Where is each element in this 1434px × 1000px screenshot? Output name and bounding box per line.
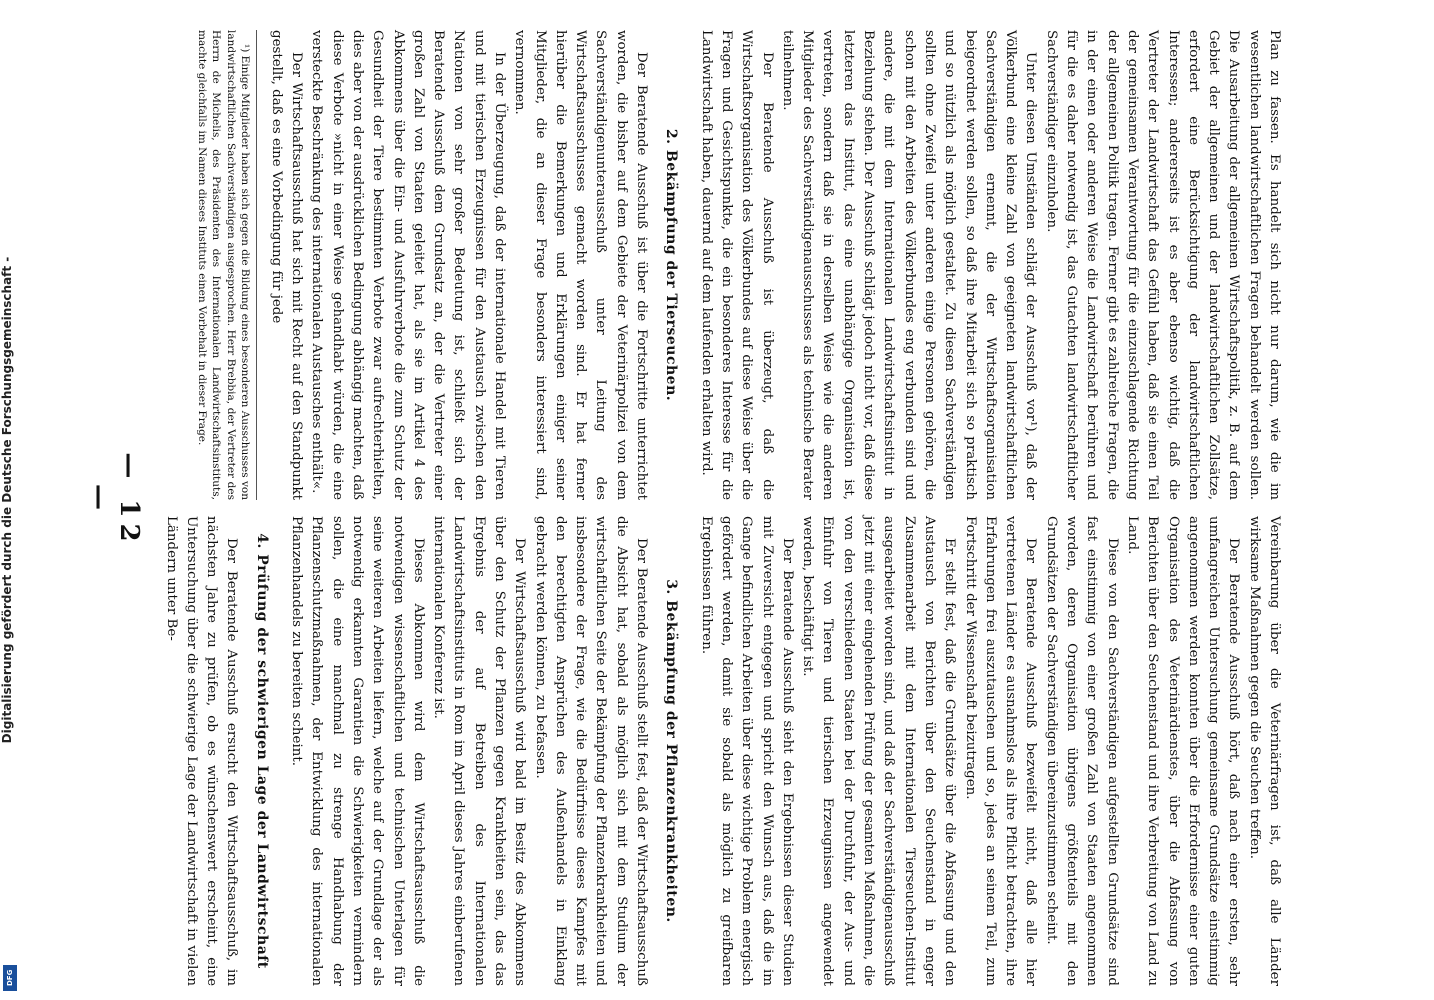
paragraph: Plan zu fassen. Es handelt sich nicht nur darum, wie die im wesentlichen landwirtschaftlichen Fragen behandelt werden sollen. Die Ausarbeitung der allgemeinen Wirtschaftspolitik, z. B. auf dem Gebiet der allgemeinen und der landwirtschaftlichen Zollsätze, erfordert eine Berücksichtigung der landwirtschaftlichen Interessen; andererseits ist es aber ebenso wichtig, daß die Vertreter der Landwirtschaft das Gefühl haben, daß sie einen Teil der gemeinsamen Verantwortung für die einzuschlagende Richtung der allgemeinen Politik tragen. Ferner gibt es zahlreiche Fragen, die in der einen oder anderen Weise die Landwirtschaft berühren und für die es daher notwendig ist, das Gutachten landwirtschaftlicher Sachverständiger einzuholen. (1043, 30, 1282, 500)
digitization-sidebar (0, 0, 20, 1000)
paragraph: Er stellt fest, daß die Grundsätze über die Abfassung und den Austausch von Berichten über den Seuchenstand in enger Zusammenarbeit mit dem Internationalen Tierseuchen-Institut ausgearbeitet worden sind, und daß der Sachverständigenausschuß jetzt mit einer eingehenden Prüfung der gesamten Maßnahmen, die von den verschiedenen Staaten bei der Durchfuhr, der Aus- und Einfuhr von Tieren und tierischen Erzeugnissen angewendet werden, beschäftigt ist. (800, 516, 958, 986)
paragraph: Unter diesen Umständen schlägt der Ausschuß vor¹), daß der Völkerbund eine kleine Zahl von geeigneten landwirtschaftlichen Sachverständigen ernennt, die der Wirtschaftsorganisation beigeordnet werden sollen, so daß ihre Mitarbeit sich so praktisch und so nützlich als möglich gestaltet. Zu diesen Sachverständigen sollten ohne Zweifel unter anderen einige Personen gehören, die schon mit den Arbeiten des Völkerbundes eng verbunden sind und andere, die mit dem Internationalen Landwirtschaftsinstitut in Beziehung stehen. Der Ausschuß schlägt jedoch nicht vor, daß diese letzteren das Institut, das eine unabhängige Organisation ist, vertreten, sondern daß sie in derselben Weise wie die anderen Mitglieder des Sachverständigenausschusses als technische Berater teilnehmen. (779, 30, 1039, 500)
page-number: — 12 — (84, 452, 144, 548)
paragraph: Dieses Abkommen wird dem Wirtschaftsausschuß die notwendigen wissenschaftlichen und technischen Unterlagen für seine weiteren Arbeiten liefern, welche auf der Grundlage der als notwendig erkannten Garantien die Schwierigkeiten vermindern sollen, die eine manchmal zu strenge Handhabung der Pflanzenschutzmaßnahmen, der Entwicklung des internationalen Pflanzenhandels zu bereiten scheint. (289, 516, 426, 986)
section-heading: 4. Prüfung der schwierigen Lage der Landwirtschaft (253, 533, 270, 969)
right-column (160, 516, 1284, 986)
dfg-logo-icon: DFG (3, 965, 17, 991)
paragraph: Vereinbarung über die Veterinärfragen ist, daß alle Länder wirksame Maßnahmen gegen die Seuchen treffen. (1246, 516, 1282, 986)
paragraph: Der Wirtschaftsausschuß hat sich mit Recht auf den Standpunkt gestellt, daß es eine Vorbedingung für jede (268, 30, 305, 500)
left-column (194, 30, 1284, 500)
paragraph: Der Beratende Ausschuß ist über die Fortschritte unterrichtet worden, die bisher auf dem Gebiete der Veterinärpolizei von dem Sachverständigenunterausschuß unter Leitung des Wirtschaftsausschusses gemacht worden sind. Er hat ferner hierüber die Bemerkungen und Erklärungen einiger seiner Mitglieder, die an dieser Frage besonders interessiert sind, vernommen. (512, 30, 650, 500)
paragraph: Diese von den Sachverständigen aufgestellten Grundsätze sind fast einstimmig von einer großen Zahl von Staaten angenommen worden, deren Organisation übrigens größtenteils mit den Grundsätzen der Sachverständigen übereinzustimmen scheint. (1043, 516, 1120, 986)
footnote: ¹) Einige Mitglieder haben sich gegen die Bildung eines besonderen Ausschusses von landwirtschaftlichen Sachverständigen ausgesprochen. Herr Brebbia, der Vertreter des Herrn de Michelis, des Präsidenten des Internationalen Landwirtschaftsinstituts, machte gleichfalls im Namen dieses Instituts einen Vorbehalt in dieser Frage. (194, 30, 257, 500)
paragraph: Der Wirtschaftsausschuß wird bald im Besitz des Abkommens über den Schutz der Pflanzen gegen Krankheiten sein, das das Ergebnis der auf Betreiben des Internationalen Landwirtschaftsinstituts in Rom im April dieses Jahres einberufenen internationalen Konferenz ist. (431, 516, 528, 986)
section-heading: 3. Bekämpfung der Pflanzenkrankheiten. (663, 579, 680, 923)
paragraph: Der Beratende Ausschuß ersucht den Wirtschaftsausschuß, im nächsten Jahre zu prüfen, ob es wünschenswert erscheint, eine Untersuchung über die schwierige Lage der Landwirtschaft in vielen Ländern unter Be- (163, 516, 240, 986)
paragraph: Der Beratende Ausschuß bezweifelt nicht, daß alle hier vertretenen Länder es ausnahmslos als ihre Pflicht betrachten, ihre Erfahrungen frei auszutauschen und so, jedes an seinem Teil, zum Fortschritt der Wissenschaft beizutragen. (962, 516, 1039, 986)
paragraph: Der Beratende Ausschuß hört, daß nach einer ersten, sehr umfangreichen Untersuchung gemeinsame Grundsätze einstimmig angenommen werden konnten über die Erfordernisse einer guten Organisation des Veterinärdienstes, über die Abfassung von Berichten über den Seuchenstand und ihre Verbreitung von Land zu Land. (1124, 516, 1242, 986)
paragraph: In der Überzeugung, daß der internationale Handel mit Tieren und mit tierischen Erzeugnissen für den Austausch zwischen den Nationen von sehr großer Bedeutung ist, schließt sich der Beratende Ausschuß dem Grundsatz an, der die Vertreter einer großen Zahl von Staaten geleitet hat, als sie im Artikel 4 des Abkommens über die Ein- und Ausfuhrverbote die zum Schutz der Gesundheit der Tiere bestimmten Verbote zwar aufrechterhielten, dies aber von der ausdrücklichen Bedingung abhängig machten, daß diese Verbote »nicht in einer Weise gehandhabt würden, die eine versteckte Beschränkung des internationalen Austausches enthält«. (309, 30, 508, 500)
section-heading: 2. Bekämpfung der Tierseuchen. (663, 128, 680, 402)
paragraph: Der Beratende Ausschuß ist überzeugt, daß die Wirtschaftsorganisation des Völkerbundes auf diese Weise über die Fragen und Gesichtspunkte, die ein besonderes Interesse für die Landwirtschaft haben, dauernd auf dem laufenden erhalten wird. (698, 30, 775, 500)
digitization-credit: Digitalisierung gefördert durch die Deutsche Forschungsgemeinschaft - (0, 256, 14, 744)
paragraph: Der Beratende Ausschuß stellt fest, daß der Wirtschaftsausschuß die Absicht hat, sobald als möglich sich mit dem Studium der wirtschaftlichen Seite der Bekämpfung der Pflanzenkrankheiten und insbesondere der Frage, wie die Bedürfnisse dieses Kampfes mit den berechtigten Ansprüchen des Außenhandels in Einklang gebracht werden können, zu befassen. (532, 516, 650, 986)
paragraph: Der Beratende Ausschuß sieht den Ergebnissen dieser Studien mit Zuversicht entgegen und spricht den Wunsch aus, daß die im Gange befindlichen Arbeiten über diese wichtige Problem energisch gefördert werden, damit sie sobald als möglich zu greifbaren Ergebnissen führen. (698, 516, 795, 986)
